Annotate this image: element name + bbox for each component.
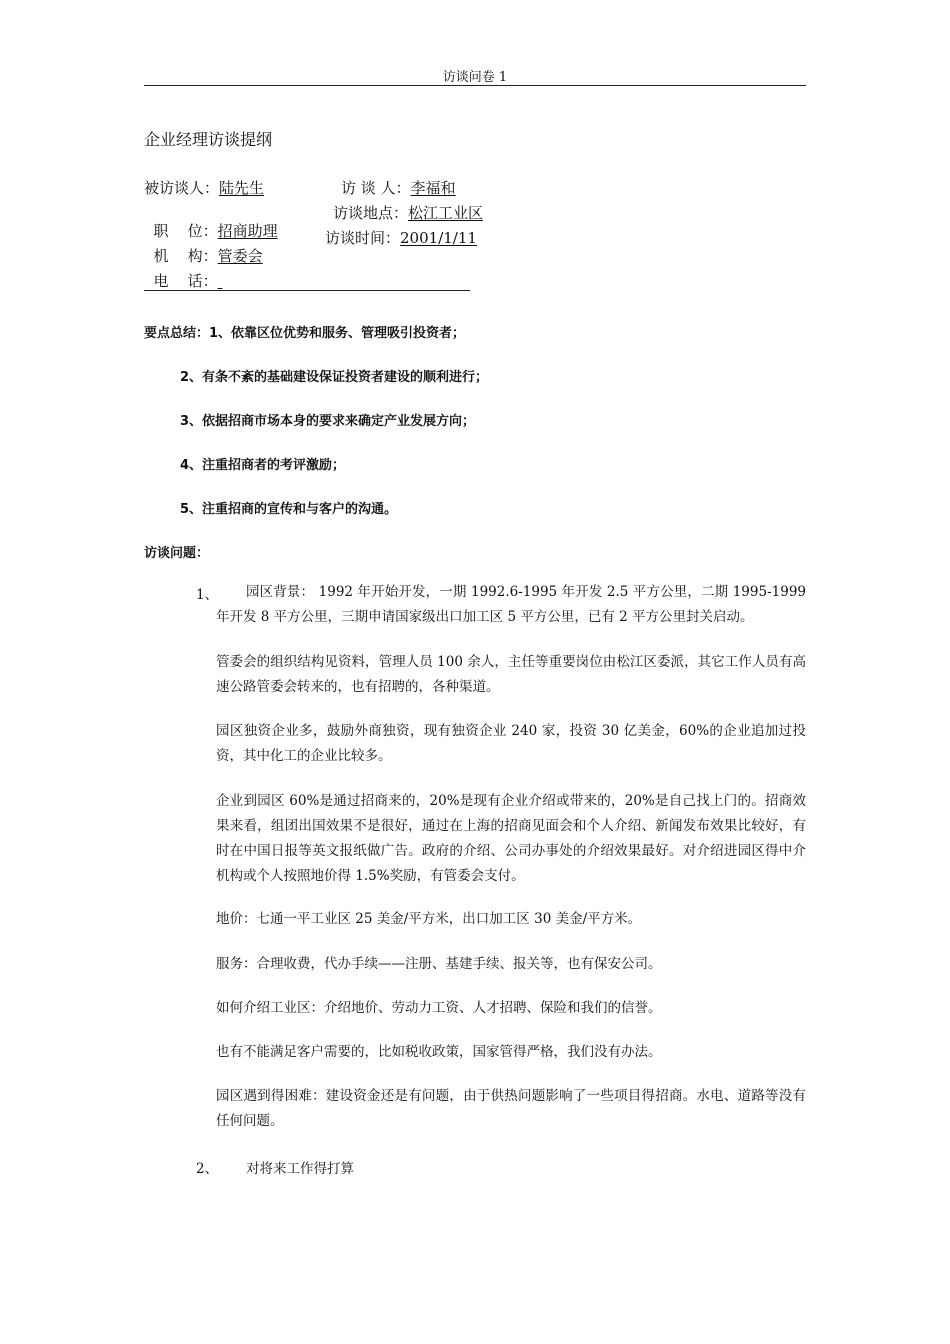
- interviewee-value: 陆先生: [219, 179, 265, 197]
- question-1-paragraph-1: [216, 580, 806, 630]
- summary-label: 要点总结：: [144, 326, 210, 341]
- question-paragraph: 管委会的组织结构见资料，管理人员 100 余人，主任等重要岗位由松江区委派，其它工作人员有高速公路管委会转来的，也有招聘的，各种渠道。: [216, 654, 806, 695]
- interviewer-label: 访 谈 人：: [341, 179, 411, 197]
- phone-value: [218, 272, 223, 290]
- summary-line-1: [144, 322, 465, 341]
- phone-label: 电 话：: [153, 272, 218, 290]
- question-title: 园区背景：: [246, 584, 315, 600]
- summary-item: 3、依据招商市场本身的要求来确定产业发展方向；: [180, 414, 476, 429]
- question-paragraph: 园区遇到得困难：建设资金还是有问题，由于供热问题影响了一些项目得招商。水电、道路等没有任何问题。: [216, 1088, 806, 1129]
- question-paragraph: 服务：合理收费，代办手续——注册、基建手续、报关等，也有保安公司。: [216, 956, 662, 972]
- page-header: 访谈问卷 1: [442, 70, 508, 85]
- question-paragraph: 企业到园区 60%是通过招商来的，20%是现有企业介绍或带来的，20%是自己找上门的。招商效果来看，组团出国效果不是很好，通过在上海的招商见面会和个人介绍、新闻发布效果比较好，有时在中国日报等英文报纸做广告。政府的介绍、公司办事处的介绍效果最好。对介绍进园区得中介机构或个人按照地价得 1.5%奖励，有管委会支付。: [216, 793, 806, 884]
- location-label: 访谈地点：: [333, 204, 409, 222]
- questions-heading: 访谈问题：: [144, 546, 210, 561]
- summary-item: 4、注重招商者的考评激励；: [180, 458, 346, 473]
- document-title: 企业经理访谈提纲: [144, 130, 273, 149]
- question-paragraph: 也有不能满足客户需要的，比如税收政策，国家管得严格，我们没有办法。: [216, 1044, 662, 1060]
- question-paragraph: 园区独资企业多，鼓励外商独资，现有独资企业 240 家，投资 30 亿美金，60%的企业追加过投资，其中化工的企业比较多。: [216, 723, 806, 764]
- position-label: 职 位：: [153, 222, 218, 240]
- time-value: 2001/1/11: [400, 229, 477, 247]
- question-number: 1、: [196, 587, 219, 603]
- question-text: 1992 年开始开发，一期 1992.6-1995 年开发 2.5 平方公里，二期 1995-1999 年开发 8 平方公里，三期申请国家级出口加工区 5 平方公里，已有 2 平方公里封关启动。: [216, 584, 806, 625]
- section-divider: [144, 290, 470, 291]
- location-row: [333, 202, 483, 223]
- time-label: 访谈时间：: [325, 229, 401, 247]
- interviewer-row: [341, 177, 456, 198]
- interviewee-row: [144, 177, 264, 198]
- org-value: 管委会: [217, 247, 263, 265]
- summary-item: 5、注重招商的宣传和与客户的沟通。: [180, 502, 398, 517]
- position-value: 招商助理: [217, 222, 278, 240]
- org-label: 机 构：: [153, 247, 218, 265]
- header-rule: [144, 85, 806, 86]
- summary-item: 2、有条不紊的基础建设保证投资者建设的顺利进行；: [180, 370, 489, 385]
- question-title: 对将来工作得打算: [246, 1161, 354, 1177]
- time-row: [325, 227, 477, 248]
- interviewee-label: 被访谈人：: [144, 179, 220, 197]
- location-value: 松江工业区: [408, 204, 484, 222]
- question-paragraph: 如何介绍工业区：介绍地价、劳动力工资、人才招聘、保险和我们的信誉。: [216, 1000, 662, 1016]
- summary-item: 1、依靠区位优势和服务、管理吸引投资者；: [209, 326, 466, 341]
- question-number: 2、: [196, 1161, 219, 1177]
- phone-row: [144, 252, 222, 291]
- question-paragraph: 地价：七通一平工业区 25 美金/平方米，出口加工区 30 美金/平方米。: [216, 911, 642, 927]
- interviewer-value: 李福和: [410, 179, 456, 197]
